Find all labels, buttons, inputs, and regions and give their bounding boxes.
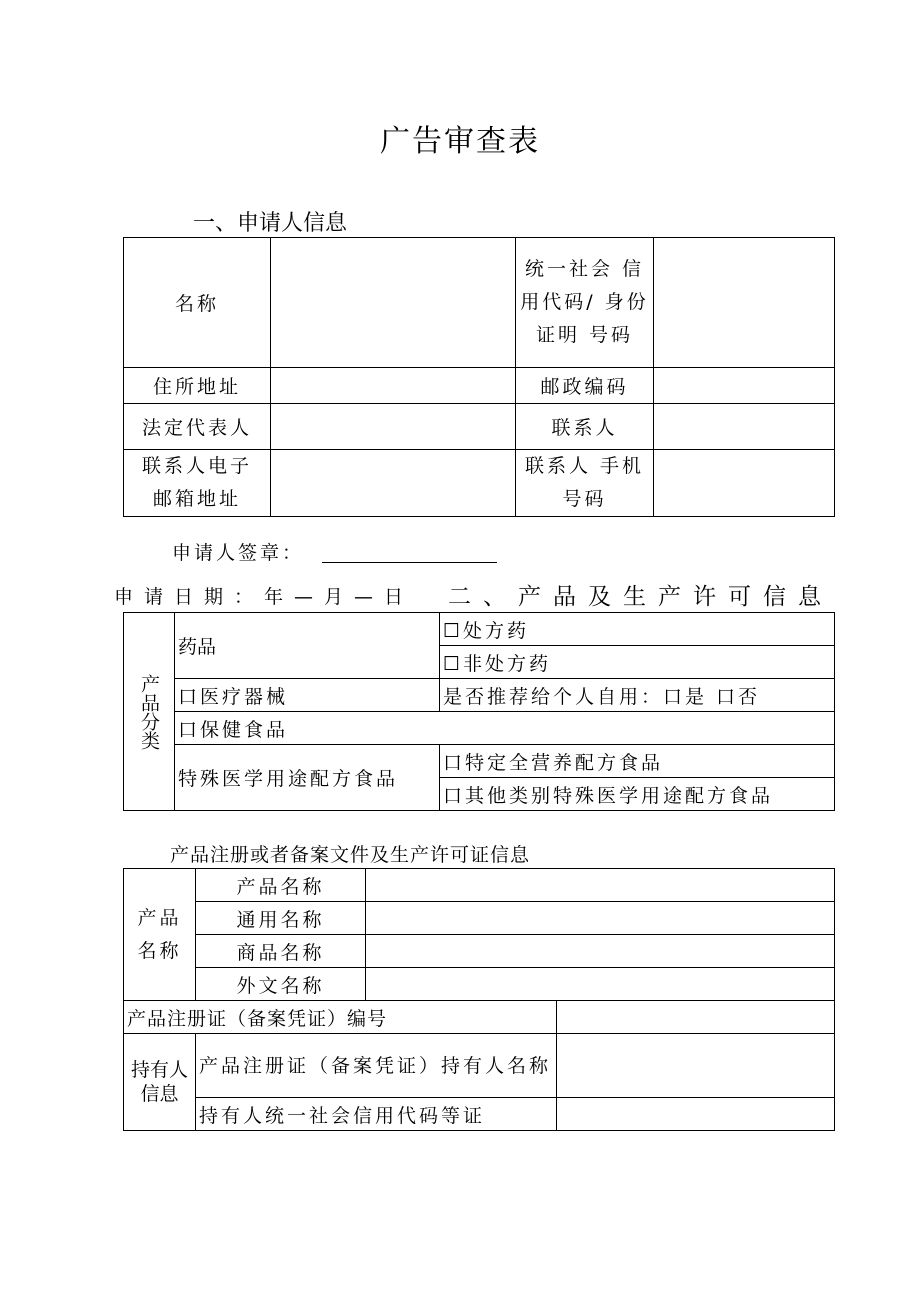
- section-heading-product: 二、产品及生产许可信息: [448, 584, 833, 610]
- otc-checkbox[interactable]: ☐非处方药: [440, 646, 835, 679]
- holder-group-label: 持有人信息: [124, 1034, 196, 1131]
- legal-rep-field[interactable]: [271, 404, 516, 450]
- product-name-field[interactable]: [366, 869, 835, 902]
- contact-field[interactable]: [654, 404, 835, 450]
- page-title: 广告审查表: [380, 124, 540, 159]
- postcode-field[interactable]: [654, 368, 835, 404]
- cert-number-field[interactable]: [557, 1001, 835, 1034]
- legal-rep-label: 法定代表人: [124, 404, 271, 450]
- name-label: 名称: [124, 238, 271, 368]
- trade-name-field[interactable]: [366, 935, 835, 968]
- holder-code-field[interactable]: [557, 1098, 835, 1131]
- trade-name-label: 商品名称: [196, 935, 366, 968]
- postcode-label: 邮政编码: [516, 368, 654, 404]
- drug-label: 药品: [175, 613, 440, 679]
- mobile-label: 联系人 手机号码: [516, 450, 654, 517]
- applicant-table: [123, 237, 835, 517]
- generic-name-field[interactable]: [366, 902, 835, 935]
- email-field[interactable]: [271, 450, 516, 517]
- address-field[interactable]: [271, 368, 516, 404]
- email-label: 联系人电子邮箱地址: [124, 450, 271, 517]
- category-group-label: 产品分类: [124, 613, 175, 811]
- holder-name-field[interactable]: [557, 1034, 835, 1098]
- holder-name-label: 产品注册证（备案凭证）持有人名称: [196, 1034, 557, 1098]
- personal-use-question[interactable]: 是否推荐给个人自用：口是 口否: [440, 679, 835, 712]
- section-heading-applicant: 一、申请人信息: [193, 211, 348, 236]
- cert-number-label: 产品注册证（备案凭证）编号: [124, 1001, 557, 1034]
- foreign-name-field[interactable]: [366, 968, 835, 1001]
- medical-device-checkbox[interactable]: 口医疗器械: [175, 679, 440, 712]
- mobile-field[interactable]: [654, 450, 835, 517]
- credit-code-label: 统一社会 信用代码/ 身份证明 号码: [516, 238, 654, 368]
- fsmp-label: 特殊医学用途配方食品: [175, 745, 440, 811]
- signature-line[interactable]: [322, 562, 497, 563]
- signature-label: 申请人签章：: [172, 542, 305, 564]
- fsmp-other-checkbox[interactable]: 口其他类别特殊医学用途配方食品: [440, 778, 835, 811]
- product-name-group-label: 产品名称: [124, 869, 196, 1001]
- registration-table: [123, 868, 835, 1131]
- date-label: 申请日期：年—月—日: [114, 586, 415, 608]
- foreign-name-label: 外文名称: [196, 968, 366, 1001]
- prescription-checkbox[interactable]: ☐处方药: [440, 613, 835, 646]
- holder-code-label: 持有人统一社会信用代码等证: [196, 1098, 557, 1131]
- credit-code-field[interactable]: [654, 238, 835, 368]
- contact-label: 联系人: [516, 404, 654, 450]
- fsmp-full-nutrition-checkbox[interactable]: 口特定全营养配方食品: [440, 745, 835, 778]
- product-name-label: 产品名称: [196, 869, 366, 902]
- generic-name-label: 通用名称: [196, 902, 366, 935]
- name-field[interactable]: [271, 238, 516, 368]
- registration-caption: 产品注册或者备案文件及生产许可证信息: [170, 844, 531, 866]
- health-food-checkbox[interactable]: 口保健食品: [175, 712, 835, 745]
- address-label: 住所地址: [124, 368, 271, 404]
- product-category-table: [123, 612, 835, 811]
